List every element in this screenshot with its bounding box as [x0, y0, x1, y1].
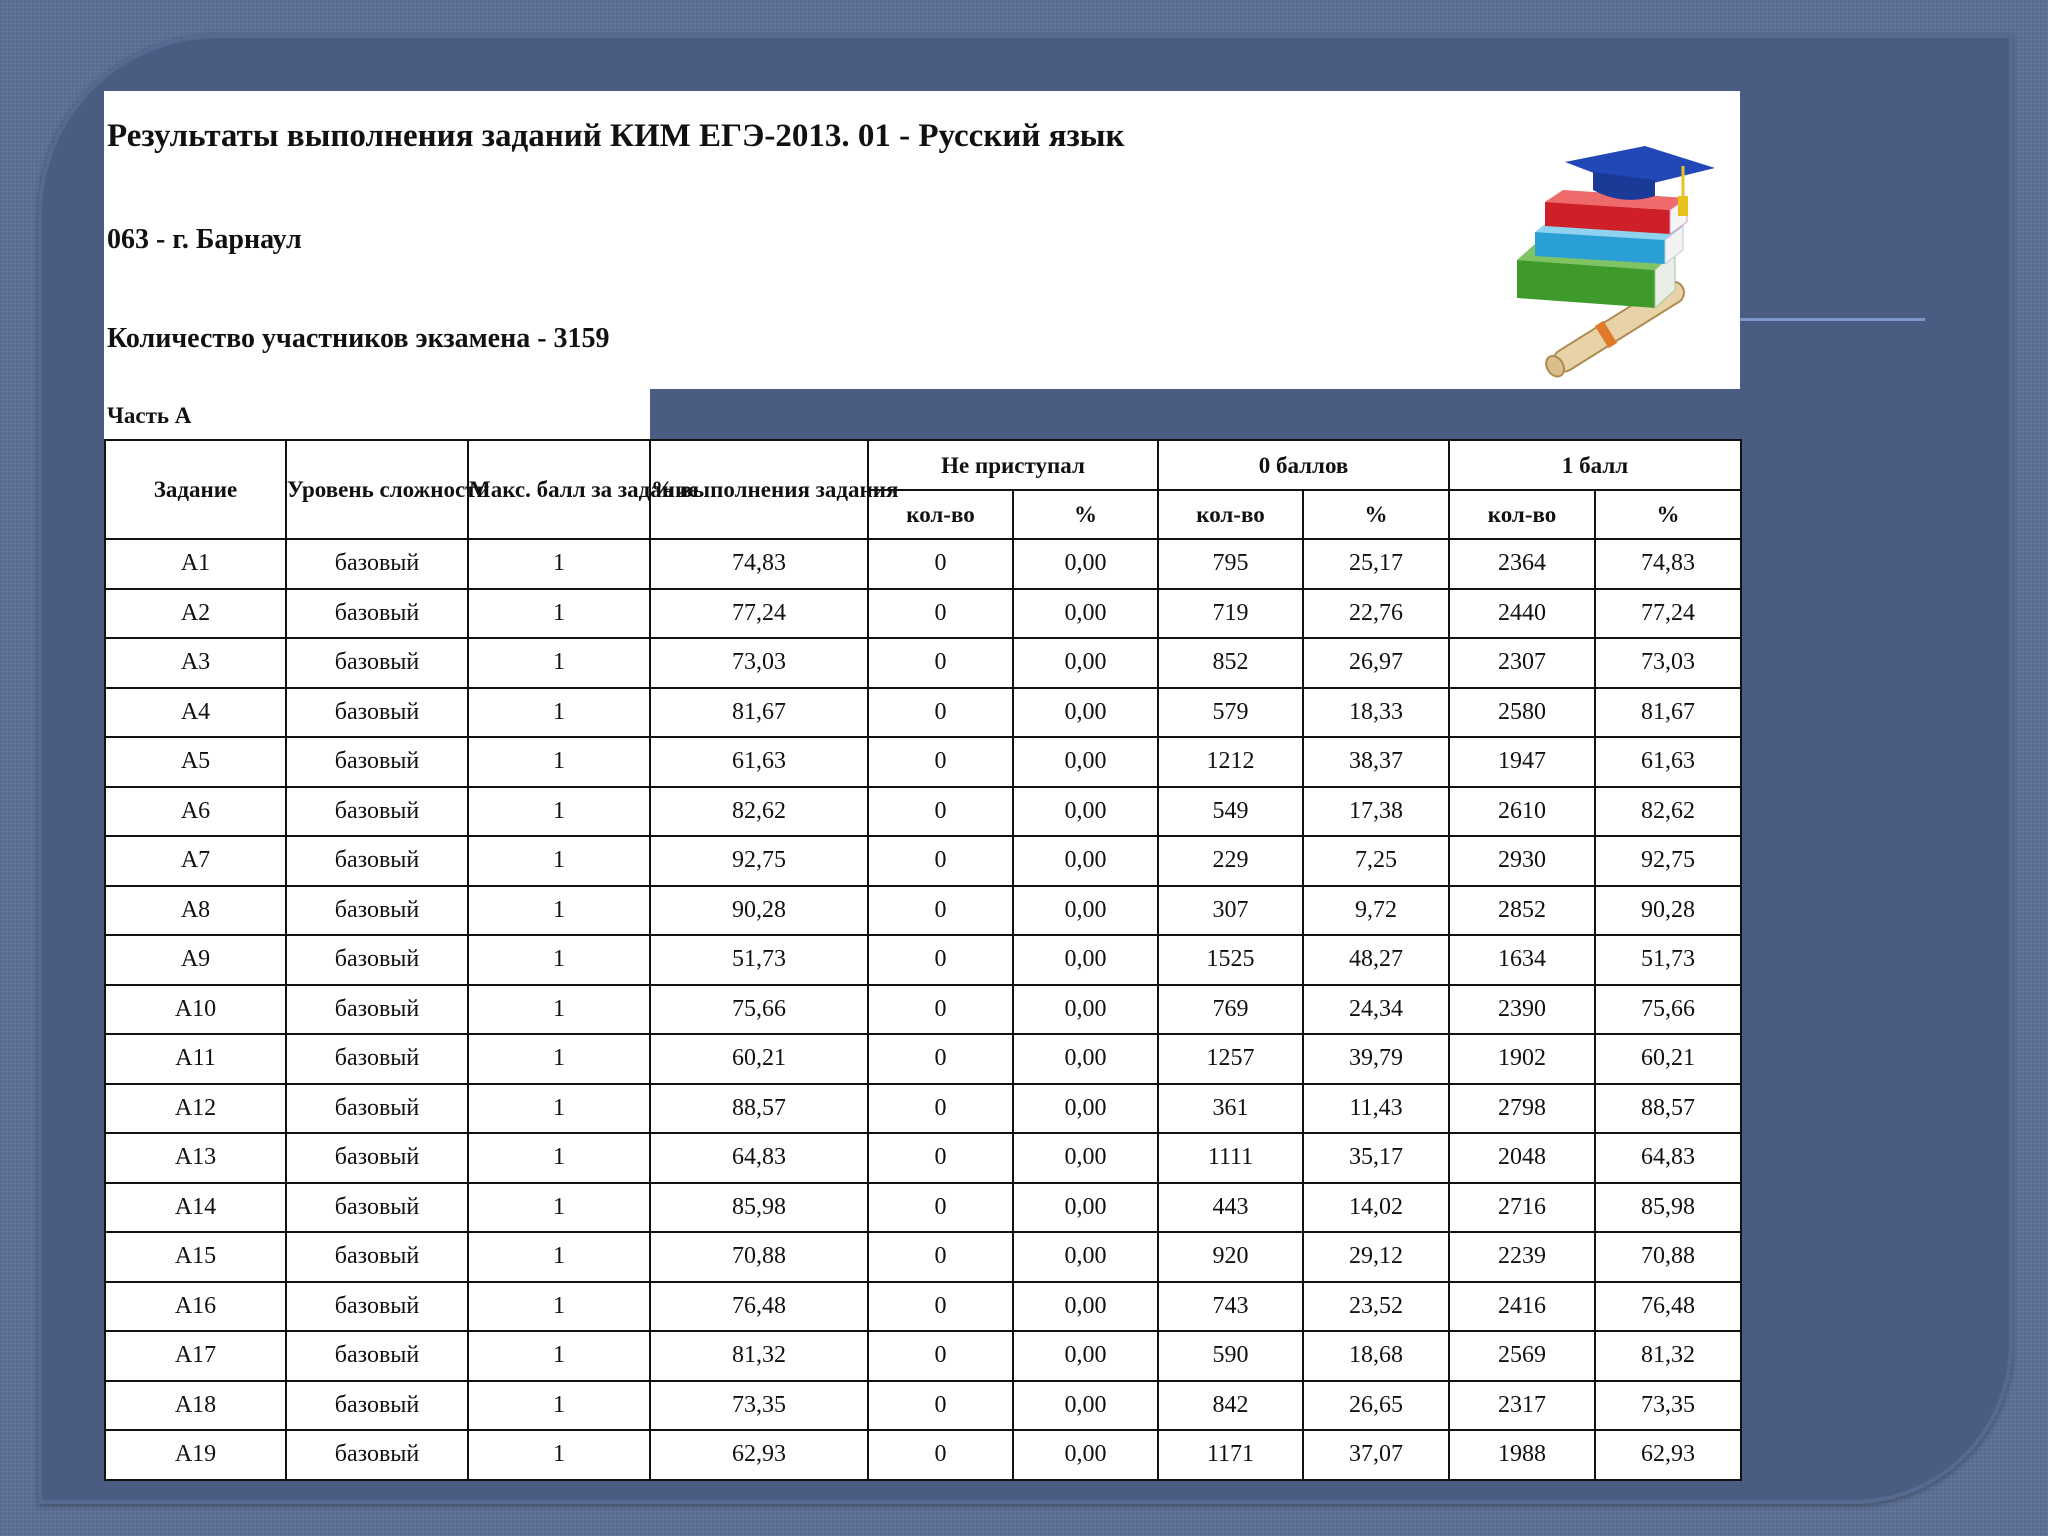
- cell-not-started-percent: 0,00: [1013, 935, 1158, 985]
- cell-zero-count: 590: [1158, 1331, 1303, 1381]
- cell-level: базовый: [286, 1381, 468, 1431]
- cell-task: А1: [105, 539, 286, 589]
- cell-not-started-count: 0: [868, 1331, 1013, 1381]
- cell-completion: 62,93: [650, 1430, 868, 1480]
- table-row: [105, 1381, 1741, 1431]
- subheader-percent: %: [1013, 490, 1158, 539]
- cell-completion: 60,21: [650, 1034, 868, 1084]
- cell-one-percent: 92,75: [1595, 836, 1741, 886]
- table-row: [105, 1232, 1741, 1282]
- cell-task: А16: [105, 1282, 286, 1332]
- cell-completion: 73,35: [650, 1381, 868, 1431]
- cell-zero-percent: 18,33: [1303, 688, 1449, 738]
- cell-not-started-count: 0: [868, 539, 1013, 589]
- cell-task: А6: [105, 787, 286, 837]
- cell-zero-count: 307: [1158, 886, 1303, 936]
- cell-one-percent: 76,48: [1595, 1282, 1741, 1332]
- cell-zero-count: 229: [1158, 836, 1303, 886]
- cell-one-count: 2048: [1449, 1133, 1595, 1183]
- table-row: [105, 985, 1741, 1035]
- cell-not-started-percent: 0,00: [1013, 836, 1158, 886]
- table-row: [105, 688, 1741, 738]
- cell-one-count: 2930: [1449, 836, 1595, 886]
- cell-not-started-count: 0: [868, 1183, 1013, 1233]
- participants-count: Количество участников экзамена - 3159: [107, 323, 610, 354]
- cell-task: А17: [105, 1331, 286, 1381]
- cell-zero-percent: 37,07: [1303, 1430, 1449, 1480]
- cell-task: А7: [105, 836, 286, 886]
- cell-one-percent: 75,66: [1595, 985, 1741, 1035]
- cell-not-started-percent: 0,00: [1013, 886, 1158, 936]
- cell-zero-count: 769: [1158, 985, 1303, 1035]
- cell-one-count: 2580: [1449, 688, 1595, 738]
- cell-not-started-percent: 0,00: [1013, 985, 1158, 1035]
- cell-completion: 51,73: [650, 935, 868, 985]
- cell-max-score: 1: [468, 1084, 650, 1134]
- cell-completion: 73,03: [650, 638, 868, 688]
- cell-zero-count: 1212: [1158, 737, 1303, 787]
- cell-one-count: 1902: [1449, 1034, 1595, 1084]
- cell-one-percent: 70,88: [1595, 1232, 1741, 1282]
- header-max-score: Макс. балл за задание: [468, 440, 650, 539]
- cell-task: А12: [105, 1084, 286, 1134]
- cell-zero-count: 1111: [1158, 1133, 1303, 1183]
- cell-one-count: 2798: [1449, 1084, 1595, 1134]
- cell-task: А11: [105, 1034, 286, 1084]
- cell-not-started-percent: 0,00: [1013, 688, 1158, 738]
- cell-not-started-percent: 0,00: [1013, 1282, 1158, 1332]
- cell-zero-percent: 26,65: [1303, 1381, 1449, 1431]
- table-row: [105, 638, 1741, 688]
- cell-zero-percent: 14,02: [1303, 1183, 1449, 1233]
- cell-zero-count: 1525: [1158, 935, 1303, 985]
- cell-zero-count: 920: [1158, 1232, 1303, 1282]
- cell-level: базовый: [286, 1331, 468, 1381]
- cell-zero-count: 549: [1158, 787, 1303, 837]
- cell-level: базовый: [286, 1084, 468, 1134]
- cell-zero-count: 1171: [1158, 1430, 1303, 1480]
- cell-level: базовый: [286, 1034, 468, 1084]
- cell-max-score: 1: [468, 539, 650, 589]
- table-row: [105, 737, 1741, 787]
- cell-not-started-count: 0: [868, 1034, 1013, 1084]
- cell-zero-percent: 9,72: [1303, 886, 1449, 936]
- cell-one-percent: 81,32: [1595, 1331, 1741, 1381]
- cell-level: базовый: [286, 836, 468, 886]
- cell-max-score: 1: [468, 1034, 650, 1084]
- cell-level: базовый: [286, 935, 468, 985]
- cell-zero-percent: 38,37: [1303, 737, 1449, 787]
- cell-max-score: 1: [468, 1282, 650, 1332]
- results-table: [104, 439, 1742, 1481]
- cell-zero-count: 719: [1158, 589, 1303, 639]
- cell-one-percent: 77,24: [1595, 589, 1741, 639]
- cell-max-score: 1: [468, 787, 650, 837]
- cell-one-count: 2852: [1449, 886, 1595, 936]
- cell-completion: 88,57: [650, 1084, 868, 1134]
- cell-level: базовый: [286, 1133, 468, 1183]
- cell-zero-count: 579: [1158, 688, 1303, 738]
- cell-not-started-percent: 0,00: [1013, 539, 1158, 589]
- cell-one-count: 2716: [1449, 1183, 1595, 1233]
- table-row: [105, 539, 1741, 589]
- cell-level: базовый: [286, 539, 468, 589]
- table-row: [105, 1183, 1741, 1233]
- cell-zero-count: 852: [1158, 638, 1303, 688]
- cell-task: А3: [105, 638, 286, 688]
- cell-one-count: 1634: [1449, 935, 1595, 985]
- cell-one-percent: 90,28: [1595, 886, 1741, 936]
- cell-max-score: 1: [468, 1381, 650, 1431]
- cell-level: базовый: [286, 985, 468, 1035]
- cell-task: А8: [105, 886, 286, 936]
- table-row: [105, 1133, 1741, 1183]
- region-label: 063 - г. Барнаул: [107, 224, 302, 255]
- cell-one-count: 2364: [1449, 539, 1595, 589]
- cell-one-count: 2239: [1449, 1232, 1595, 1282]
- cell-task: А5: [105, 737, 286, 787]
- cell-not-started-count: 0: [868, 1282, 1013, 1332]
- header-zero-points: 0 баллов: [1158, 440, 1449, 490]
- cell-one-count: 2569: [1449, 1331, 1595, 1381]
- cell-completion: 70,88: [650, 1232, 868, 1282]
- cell-one-percent: 51,73: [1595, 935, 1741, 985]
- cell-max-score: 1: [468, 589, 650, 639]
- cell-not-started-percent: 0,00: [1013, 638, 1158, 688]
- cell-one-count: 2317: [1449, 1381, 1595, 1431]
- cell-level: базовый: [286, 1282, 468, 1332]
- cell-task: А4: [105, 688, 286, 738]
- cell-not-started-percent: 0,00: [1013, 787, 1158, 837]
- cell-one-count: 2610: [1449, 787, 1595, 837]
- cell-level: базовый: [286, 1232, 468, 1282]
- cell-not-started-count: 0: [868, 589, 1013, 639]
- cell-max-score: 1: [468, 1183, 650, 1233]
- cell-one-count: 1988: [1449, 1430, 1595, 1480]
- cell-task: А9: [105, 935, 286, 985]
- cell-level: базовый: [286, 737, 468, 787]
- cell-not-started-count: 0: [868, 1084, 1013, 1134]
- subheader-percent: %: [1303, 490, 1449, 539]
- table-row: [105, 935, 1741, 985]
- cell-completion: 75,66: [650, 985, 868, 1035]
- cell-not-started-count: 0: [868, 935, 1013, 985]
- header-not-started: Не приступал: [868, 440, 1158, 490]
- cell-one-count: 1947: [1449, 737, 1595, 787]
- cell-not-started-percent: 0,00: [1013, 1084, 1158, 1134]
- table-row: [105, 886, 1741, 936]
- cell-zero-count: 1257: [1158, 1034, 1303, 1084]
- cell-task: А19: [105, 1430, 286, 1480]
- cell-max-score: 1: [468, 935, 650, 985]
- cell-level: базовый: [286, 886, 468, 936]
- cell-zero-count: 842: [1158, 1381, 1303, 1431]
- cell-max-score: 1: [468, 836, 650, 886]
- cell-zero-percent: 35,17: [1303, 1133, 1449, 1183]
- cell-one-percent: 82,62: [1595, 787, 1741, 837]
- cell-completion: 77,24: [650, 589, 868, 639]
- cell-one-percent: 61,63: [1595, 737, 1741, 787]
- cell-not-started-percent: 0,00: [1013, 1331, 1158, 1381]
- cell-completion: 61,63: [650, 737, 868, 787]
- cell-one-percent: 73,35: [1595, 1381, 1741, 1431]
- header-level: Уровень сложности: [286, 440, 468, 539]
- table-row: [105, 1034, 1741, 1084]
- cell-not-started-count: 0: [868, 638, 1013, 688]
- cell-zero-percent: 39,79: [1303, 1034, 1449, 1084]
- cell-not-started-count: 0: [868, 886, 1013, 936]
- cell-completion: 82,62: [650, 787, 868, 837]
- books-graduation-cap-icon: [1505, 140, 1725, 370]
- cell-zero-percent: 26,97: [1303, 638, 1449, 688]
- header-completion: % выполнения задания: [650, 440, 868, 539]
- subheader-count: кол-во: [1449, 490, 1595, 539]
- cell-not-started-count: 0: [868, 737, 1013, 787]
- cell-not-started-count: 0: [868, 985, 1013, 1035]
- cell-not-started-percent: 0,00: [1013, 1133, 1158, 1183]
- table-row: [105, 787, 1741, 837]
- table-body: [105, 539, 1741, 1480]
- subheader-count: кол-во: [868, 490, 1013, 539]
- table-row: [105, 1331, 1741, 1381]
- page-title: Результаты выполнения заданий КИМ ЕГЭ-2013. 01 - Русский язык: [107, 118, 1125, 154]
- cell-level: базовый: [286, 1183, 468, 1233]
- cell-not-started-count: 0: [868, 1430, 1013, 1480]
- cell-not-started-percent: 0,00: [1013, 737, 1158, 787]
- table-row: [105, 1282, 1741, 1332]
- table-row: [105, 1430, 1741, 1480]
- cell-completion: 81,67: [650, 688, 868, 738]
- cell-max-score: 1: [468, 886, 650, 936]
- cell-one-percent: 74,83: [1595, 539, 1741, 589]
- cell-task: А15: [105, 1232, 286, 1282]
- cell-one-count: 2416: [1449, 1282, 1595, 1332]
- cell-level: базовый: [286, 638, 468, 688]
- decorative-line: [1740, 318, 1925, 321]
- subheader-percent: %: [1595, 490, 1741, 539]
- cell-not-started-count: 0: [868, 787, 1013, 837]
- cell-max-score: 1: [468, 688, 650, 738]
- cell-task: А13: [105, 1133, 286, 1183]
- cell-level: базовый: [286, 688, 468, 738]
- cell-not-started-count: 0: [868, 688, 1013, 738]
- cell-completion: 90,28: [650, 886, 868, 936]
- cell-one-count: 2307: [1449, 638, 1595, 688]
- cell-zero-percent: 11,43: [1303, 1084, 1449, 1134]
- cell-one-percent: 88,57: [1595, 1084, 1741, 1134]
- cell-zero-percent: 29,12: [1303, 1232, 1449, 1282]
- table-row: [105, 1084, 1741, 1134]
- cell-one-percent: 64,83: [1595, 1133, 1741, 1183]
- cell-level: базовый: [286, 787, 468, 837]
- cell-completion: 76,48: [650, 1282, 868, 1332]
- cell-one-percent: 85,98: [1595, 1183, 1741, 1233]
- cell-not-started-count: 0: [868, 1232, 1013, 1282]
- cell-zero-percent: 17,38: [1303, 787, 1449, 837]
- cell-zero-count: 743: [1158, 1282, 1303, 1332]
- cell-level: базовый: [286, 1430, 468, 1480]
- cell-completion: 64,83: [650, 1133, 868, 1183]
- cell-max-score: 1: [468, 985, 650, 1035]
- cell-max-score: 1: [468, 1331, 650, 1381]
- cell-not-started-count: 0: [868, 1133, 1013, 1183]
- cell-not-started-percent: 0,00: [1013, 1430, 1158, 1480]
- cell-zero-count: 361: [1158, 1084, 1303, 1134]
- cell-not-started-percent: 0,00: [1013, 1232, 1158, 1282]
- cell-not-started-percent: 0,00: [1013, 1183, 1158, 1233]
- cell-max-score: 1: [468, 638, 650, 688]
- cell-max-score: 1: [468, 1232, 650, 1282]
- cell-zero-count: 795: [1158, 539, 1303, 589]
- cell-not-started-count: 0: [868, 1381, 1013, 1431]
- cell-completion: 74,83: [650, 539, 868, 589]
- cell-one-count: 2440: [1449, 589, 1595, 639]
- cell-zero-percent: 48,27: [1303, 935, 1449, 985]
- cell-one-percent: 62,93: [1595, 1430, 1741, 1480]
- table-header-row: [105, 440, 1741, 490]
- cell-one-count: 2390: [1449, 985, 1595, 1035]
- cell-not-started-percent: 0,00: [1013, 1381, 1158, 1431]
- cell-zero-percent: 7,25: [1303, 836, 1449, 886]
- cell-task: А14: [105, 1183, 286, 1233]
- cell-zero-count: 443: [1158, 1183, 1303, 1233]
- header-one-point: 1 балл: [1449, 440, 1741, 490]
- subheader-count: кол-во: [1158, 490, 1303, 539]
- cell-max-score: 1: [468, 1430, 650, 1480]
- cell-task: А18: [105, 1381, 286, 1431]
- cell-zero-percent: 24,34: [1303, 985, 1449, 1035]
- cell-completion: 85,98: [650, 1183, 868, 1233]
- cell-not-started-count: 0: [868, 836, 1013, 886]
- table-row: [105, 836, 1741, 886]
- cell-zero-percent: 23,52: [1303, 1282, 1449, 1332]
- cell-completion: 92,75: [650, 836, 868, 886]
- cell-max-score: 1: [468, 737, 650, 787]
- cell-max-score: 1: [468, 1133, 650, 1183]
- cell-not-started-percent: 0,00: [1013, 1034, 1158, 1084]
- table-row: [105, 589, 1741, 639]
- cell-zero-percent: 25,17: [1303, 539, 1449, 589]
- cell-one-percent: 81,67: [1595, 688, 1741, 738]
- cell-task: А2: [105, 589, 286, 639]
- cell-one-percent: 73,03: [1595, 638, 1741, 688]
- cell-zero-percent: 18,68: [1303, 1331, 1449, 1381]
- cell-zero-percent: 22,76: [1303, 589, 1449, 639]
- cell-level: базовый: [286, 589, 468, 639]
- cell-one-percent: 60,21: [1595, 1034, 1741, 1084]
- cell-completion: 81,32: [650, 1331, 868, 1381]
- cell-task: А10: [105, 985, 286, 1035]
- part-label: Часть А: [107, 403, 192, 428]
- cell-not-started-percent: 0,00: [1013, 589, 1158, 639]
- header-task: Задание: [105, 440, 286, 539]
